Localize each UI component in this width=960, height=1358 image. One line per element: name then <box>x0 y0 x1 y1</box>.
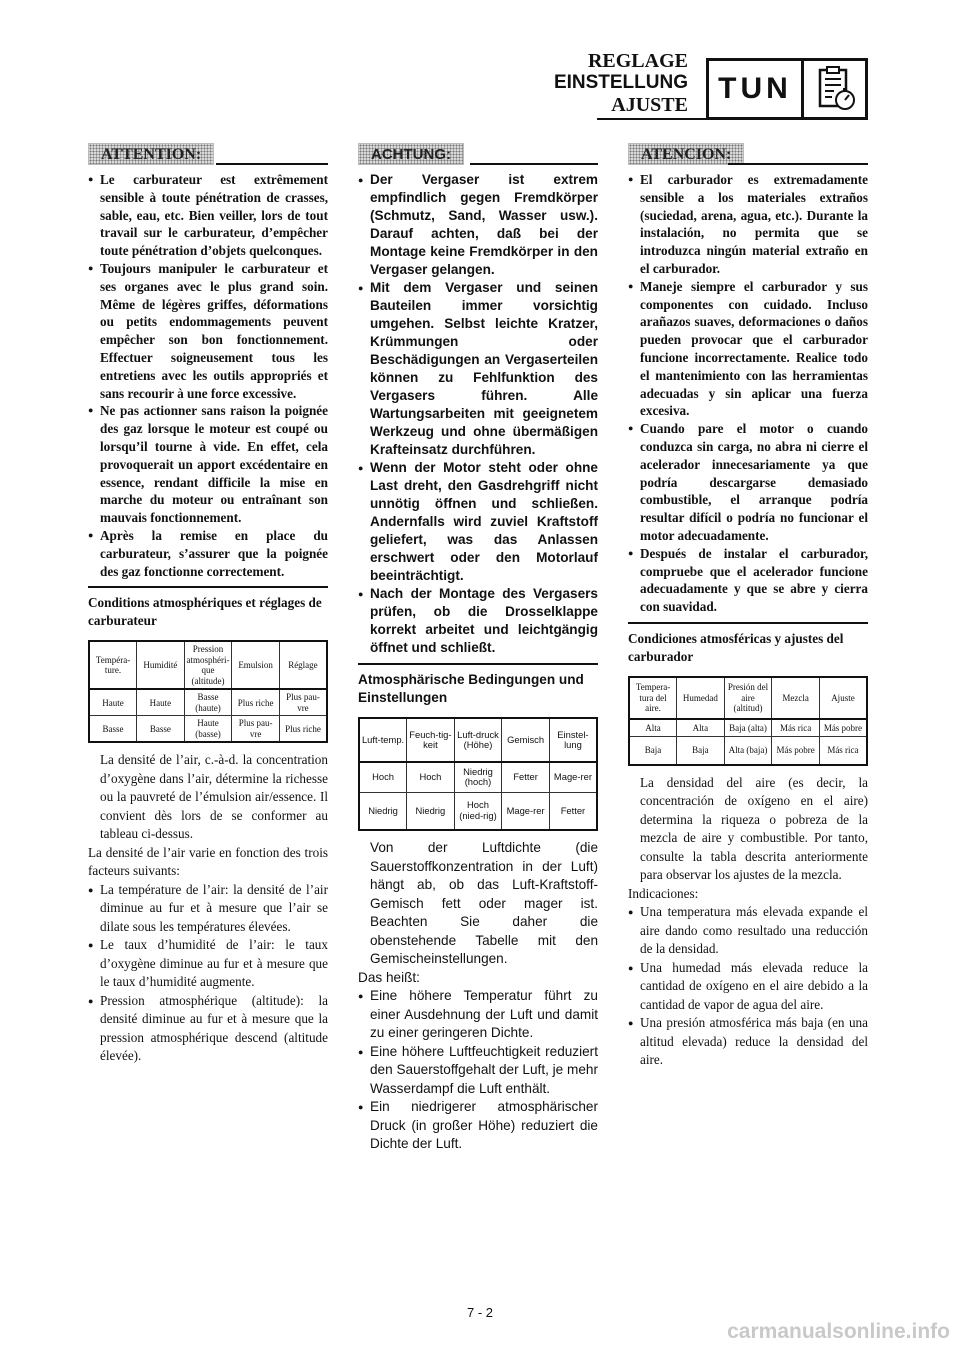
column-french <box>88 143 328 1066</box>
warning-item: ● Après la remise en place du carburateur, s’assurer que la poignée des gaz fonctionne correctement. <box>88 527 328 580</box>
table-header-cell: Luft-temp. <box>359 718 407 762</box>
section-rule <box>88 586 328 588</box>
table-header-cell: Pression atmosphéri-que (altitude) <box>184 641 232 689</box>
list-item: ● La température de l’air: la densité de l’air diminue au fur et à mesure que l’air se dilate sous les températures élevées. <box>88 881 328 937</box>
section-title: Atmosphärische Bedingungen und Einstellungen <box>358 672 584 705</box>
table-cell: Más rica <box>819 737 867 765</box>
table-cell: Baja <box>629 737 677 765</box>
conditions-table <box>358 717 598 831</box>
table-cell: Mage-rer <box>549 762 597 792</box>
table-cell: Haute (basse) <box>184 716 232 743</box>
table-cell: Hoch <box>407 762 455 792</box>
title-fr: REGLAGE <box>587 50 688 72</box>
table-cell: Alta (baja) <box>724 737 772 765</box>
table-cell: Haute <box>137 689 185 716</box>
table-header-row <box>89 641 327 689</box>
warning-list <box>88 171 328 580</box>
attention-rule <box>728 163 868 165</box>
conditions-table <box>88 640 328 743</box>
paragraph: La densité de l’air varie en fonction des trois facteurs suivants: <box>88 844 328 879</box>
list-item: ● Le taux d’humidité de l’air: le taux d’oxygène diminue au fur et à mesure que le taux d’humidité augmente. <box>88 936 328 992</box>
attention-header <box>88 143 328 165</box>
warning-list <box>358 171 598 657</box>
table-cell: Más rica <box>772 719 820 737</box>
attention-header <box>628 143 868 165</box>
table-cell: Fetter <box>502 762 550 792</box>
warning-item: ● Le carburateur est extrêmement sensible à toute pénétration de crasses, sable, eau, etc. Bien veiller, lors de tout travail sur le carburateur, d’empêcher toute pénétration d’objets quelconques. <box>88 171 328 260</box>
table-cell: Plus riche <box>232 689 280 716</box>
list-item: ● Una humedad más elevada reduce la cantidad de oxígeno en el aire debido a la cantidad de vapor de agua del aire. <box>628 959 868 1015</box>
table-cell: Plus pau-vre <box>279 689 327 716</box>
attention-badge: ATTENTION: <box>88 143 214 165</box>
section-rule <box>628 622 868 624</box>
table-row <box>629 719 867 737</box>
table-header-cell: Ajuste <box>819 677 867 719</box>
section-code: TUN <box>709 61 804 117</box>
table-header-row <box>629 677 867 719</box>
column-german <box>358 143 598 1154</box>
paragraph: Von der Luftdichte (die Sauerstoffkonzentration in der Luft) hängt ab, ob das Luft-Kraftstoff-Gemisch fett oder mager ist. Beachten Sie daher die obenstehende Tabelle mit den Gemischeinstellungen. <box>370 840 598 966</box>
factor-list <box>628 903 868 1070</box>
warning-item: ● Wenn der Motor steht oder ohne Last dreht, den Gasdrehgriff nicht unnötig öffnen und schließen. Andernfalls wird zuviel Kraftstoff geliefert, was das Anlassen erschwert oder den Motorlauf beeinträchtigt. <box>358 459 598 585</box>
table-cell: Basse (haute) <box>184 689 232 716</box>
table-row <box>89 689 327 716</box>
table-cell: Plus pau-vre <box>232 716 280 743</box>
paragraph: Indicaciones: <box>628 885 699 901</box>
table-cell: Alta <box>677 719 725 737</box>
factor-list <box>88 881 328 1066</box>
table-cell: Hoch <box>359 762 407 792</box>
warning-item: ● Maneje siempre el carburador y sus componentes con cuidado. Incluso arañazos suaves, deformaciones o daños pueden provocar que el carburador funcione incorrectamente. Realice todo el mantenimiento con las herramientas adecuadas y sin aplicar una fuerza excesiva. <box>628 278 868 420</box>
list-item: ● Una presión atmosférica más baja (en una altitud elevada) reduce la densidad del aire. <box>628 1014 868 1070</box>
table-header-cell: Réglage <box>279 641 327 689</box>
paragraph: Das heißt: <box>358 969 420 985</box>
table-row <box>89 716 327 743</box>
list-item: ● Pression atmosphérique (altitude): la densité diminue au fur et à mesure que la pression atmosphérique descend (altitude élevée). <box>88 992 328 1066</box>
warning-item: ● Toujours manipuler le carburateur et ses organes avec le plus grand soin. Même de légères griffes, déformations ou petits endommagements peuvent empêcher son bon fonctionnement. Effectuer soigneusement tous les entretiens avec les outils appropriés et sans recourir à une force excessive. <box>88 260 328 402</box>
factor-list <box>358 987 598 1154</box>
section-title: Conditions atmosphériques et réglages de carburateur <box>88 595 322 629</box>
table-header-cell: Luft-druck (Höhe) <box>454 718 502 762</box>
warning-item: ● Ne pas actionner sans raison la poignée des gaz lorsque le moteur est coupé ou lorsqu’il tourne à vide. En effet, cela provoquerait un apport excédentaire en essence, rendant difficile la mise en marche du moteur ou entraînant son mauvais fonctionnement. <box>88 402 328 527</box>
table-cell: Niedrig <box>359 792 407 830</box>
table-row <box>359 762 597 792</box>
table-cell: Basse <box>89 716 137 743</box>
page-number: 7 - 2 <box>466 1305 493 1320</box>
table-header-cell: Tempera-tura del aire. <box>629 677 677 719</box>
warning-item: ● Cuando pare el motor o cuando conduzca sin carga, no abra ni cierre el acelerador innecesariamente ya que podría descargarse demasiado combustible, el arranque podría resultar difícil o podría no funcionar el motor adecuadamente. <box>628 420 868 545</box>
list-item: ● Eine höhere Temperatur führt zu einer Ausdehnung der Luft und damit zu einer geringeren Dichte. <box>358 987 598 1043</box>
table-header-cell: Einstel-lung <box>549 718 597 762</box>
warning-item: ● Después de instalar el carburador, compruebe que el acelerador funcione adecuadamente y que se abre y cierra con suavidad. <box>628 545 868 616</box>
list-item: ● Ein niedrigerer atmosphärischer Druck (in großer Höhe) reduziert die Dichte der Luft. <box>358 1098 598 1154</box>
watermark: carmanualsonline.info <box>727 1320 950 1343</box>
column-spanish <box>628 143 868 1070</box>
table-cell: Plus riche <box>279 716 327 743</box>
attention-badge: ACHTUNG: <box>358 143 464 165</box>
attention-badge: ATENCION: <box>628 143 744 165</box>
table-header-cell: Presión del aire (altitud) <box>724 677 772 719</box>
table-cell: Fetter <box>549 792 597 830</box>
table-cell: Niedrig <box>407 792 455 830</box>
paragraph: La densité de l’air, c.-à-d. la concentration d’oxygène dans l’air, détermine la richesse ou la pauvreté de l’émulsion air/essence. Il convient dès lors de se conformer au tableau ci-dessus. <box>100 752 328 842</box>
section-title: Condiciones atmosféricas y ajustes del carburador <box>628 630 844 664</box>
table-cell: Hoch (nied-rig) <box>454 792 502 830</box>
list-item: ● Eine höhere Luftfeuchtigkeit reduziert den Sauerstoffgehalt der Luft, je mehr Wasserdampf die Luft enthält. <box>358 1043 598 1099</box>
table-header-cell: Emulsion <box>232 641 280 689</box>
warning-item: ● Mit dem Vergaser und seinen Bauteilen immer vorsichtig umgehen. Selbst leichte Kratzer, Krümmungen oder Beschädigungen an Vergaserteilen können zu Fehlfunktion des Vergasers führen. Alle Wartungsarbeiten mit geeignetem Werkzeug und ohne übermäßigen Krafteinsatz durchführen. <box>358 279 598 459</box>
title-es: AJUSTE <box>611 94 688 116</box>
section-rule <box>358 663 598 665</box>
attention-header <box>358 143 598 165</box>
table-header-cell: Mezcla <box>772 677 820 719</box>
table-cell: Más pobre <box>772 737 820 765</box>
table-header-cell: Feuch-tig-keit <box>407 718 455 762</box>
table-header-cell: Gemisch <box>502 718 550 762</box>
section-badge <box>706 58 868 120</box>
list-item: ● Una temperatura más elevada expande el aire dando como resultado una reducción de la densidad. <box>628 903 868 959</box>
warning-item: ● Der Vergaser ist extrem empfindlich gegen Fremdkörper (Schmutz, Sand, Wasser usw.). Darauf achten, daß bei der Montage keine Fremdkörper in den Vergaser gelangen. <box>358 171 598 279</box>
table-header-row <box>359 718 597 762</box>
paragraph: La densidad del aire (es decir, la concentración de oxígeno en el aire) determina la riqueza o pobreza de la mezcla de aire y combustible. Por tanto, consulte la tabla descrita anteriormente para observar los ajustes de la mezcla. <box>640 774 868 883</box>
attention-rule <box>470 163 598 165</box>
table-cell: Haute <box>89 689 137 716</box>
table-cell: Más pobre <box>819 719 867 737</box>
title-de: EINSTELLUNG <box>553 72 688 93</box>
table-header-cell: Humedad <box>677 677 725 719</box>
clipboard-stopwatch-icon <box>806 61 866 117</box>
table-cell: Alta <box>629 719 677 737</box>
table-cell: Basse <box>137 716 185 743</box>
table-cell: Mage-rer <box>502 792 550 830</box>
attention-rule <box>216 163 328 165</box>
header-titles <box>554 50 688 116</box>
table-header-cell: Humidité <box>137 641 185 689</box>
table-cell: Baja (alta) <box>724 719 772 737</box>
warning-item: ● El carburador es extremadamente sensible a los materiales extraños (suciedad, arena, agua, etc.). Durante la instalación, no permita que se introduzca ningún material extraño en el carburador. <box>628 171 868 278</box>
table-header-cell: Tempéra-ture. <box>89 641 137 689</box>
table-row <box>629 737 867 765</box>
table-row <box>359 792 597 830</box>
warning-list <box>628 171 868 616</box>
warning-item: ● Nach der Montage des Vergasers prüfen, ob die Drosselklappe korrekt arbeitet und leichtgängig öffnet und schließt. <box>358 585 598 657</box>
conditions-table <box>628 676 868 766</box>
table-cell: Baja <box>677 737 725 765</box>
table-cell: Niedrig (hoch) <box>454 762 502 792</box>
